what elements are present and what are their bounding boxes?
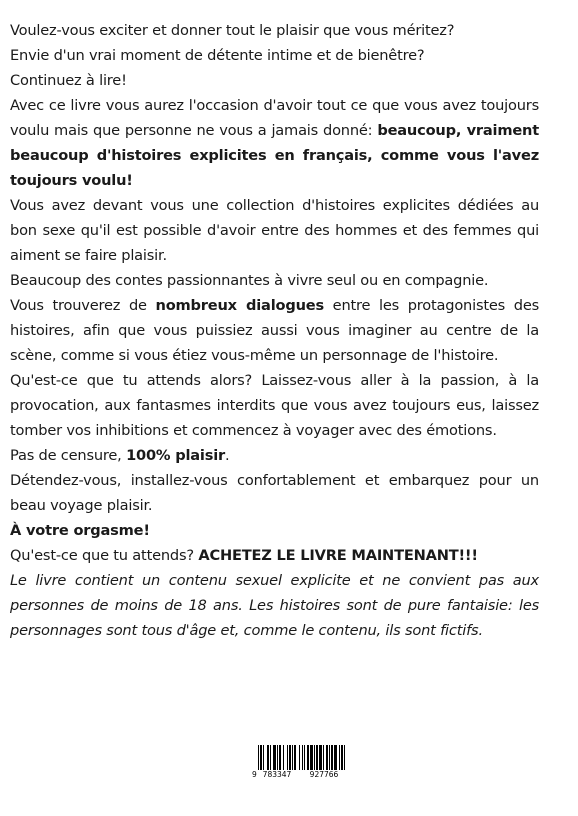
paragraph-passion: Qu'est-ce que tu attends alors? Laissez-vous aller à la passion, à la provocation, aux fantasmes interdits que vous avez toujours eus, laissez tomber vos inhibitions et commencez à voyager avec des émotions. <box>10 372 539 439</box>
paragraph-orgasm-highlight: À votre orgasme! <box>10 522 150 539</box>
paragraph-call-to-action-highlight: ACHETEZ LE LIVRE MAINTENANT!!! <box>198 547 478 564</box>
back-cover-text <box>10 18 539 643</box>
paragraph-desire-question: Envie d'un vrai moment de détente intime et de bienêtre? <box>10 47 425 64</box>
paragraph-intro-question: Voulez-vous exciter et donner tout le plaisir que vous méritez? <box>10 22 455 39</box>
paragraph-tales: Beaucoup des contes passionnantes à vivre seul ou en compagnie. <box>10 272 489 289</box>
barcode-digits-left: 783347 <box>262 770 292 779</box>
paragraph-call-to-action-text: Qu'est-ce que tu attends? <box>10 547 199 564</box>
paragraph-collection: Vous avez devant vous une collection d'histoires explicites dédiées au bon sexe qu'il est possible d'avoir entre des hommes et des femmes qui aiment se faire plaisir. <box>10 197 539 264</box>
paragraph-no-censorship-text: Pas de censure, <box>10 447 127 464</box>
barcode-digits-right: 927766 <box>309 770 339 779</box>
paragraph-no-censorship-highlight: 100% plaisir <box>126 447 226 464</box>
paragraph-offer-highlight: beaucoup, vraiment beaucoup d'histoires explicites en français, comme vous l'avez toujours voulu! <box>10 122 539 189</box>
paragraph-no-censorship-end: . <box>225 447 230 464</box>
paragraph-dialogues <box>10 293 539 368</box>
paragraph-offer-text: Avec ce livre vous aurez l'occasion d'avoir tout ce que vous avez toujours voulu mais que personne ne vous a jamais donné: <box>10 97 539 139</box>
paragraph-continue: Continuez à lire! <box>10 72 127 89</box>
paragraph-orgasm <box>10 518 539 543</box>
paragraph-no-censorship <box>10 443 539 468</box>
barcode-icon <box>252 745 352 779</box>
paragraph-dialogues-text-2: entre les protagonistes des histoires, afin que vous puissiez aussi vous imaginer au centre de la scène, comme si vous étiez vous-même un personnage de l'histoire. <box>10 297 540 364</box>
paragraph-dialogues-text-1: Vous trouverez de <box>10 297 156 314</box>
paragraph-relax: Détendez-vous, installez-vous confortablement et embarquez pour un beau voyage plaisir. <box>10 472 539 514</box>
barcode-digit-first: 9 <box>252 770 257 779</box>
paragraph-call-to-action <box>10 543 539 568</box>
paragraph-dialogues-highlight: nombreux dialogues <box>155 297 324 314</box>
isbn-barcode <box>252 745 352 779</box>
disclaimer: Le livre contient un contenu sexuel explicite et ne convient pas aux personnes de moins de 18 ans. Les histoires sont de pure fantaisie: les personnages sont tous d'âge et, comme le contenu, ils sont fictifs. <box>10 572 539 639</box>
paragraph-offer <box>10 93 539 193</box>
